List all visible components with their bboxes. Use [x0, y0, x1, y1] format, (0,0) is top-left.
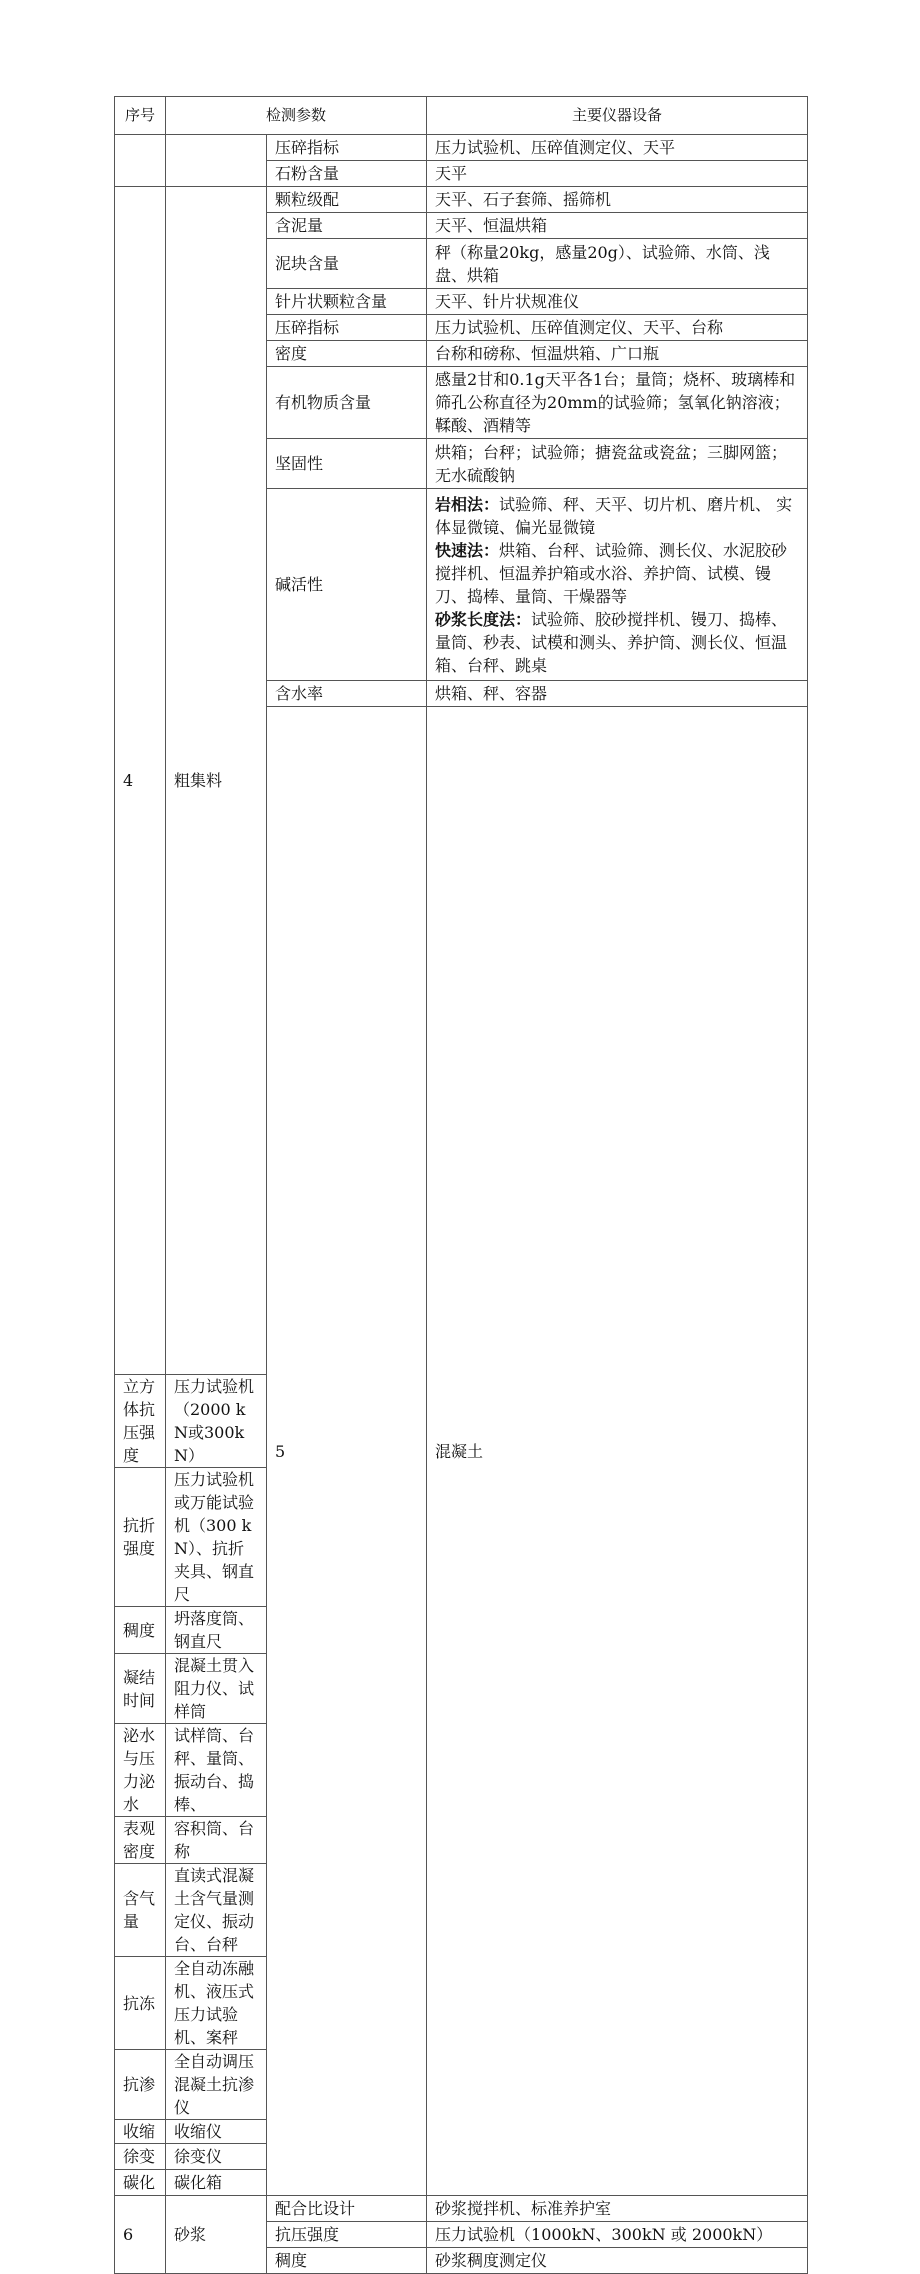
- param-cell: 泌水与压力泌水: [115, 1724, 166, 1817]
- equip-cell: 天平、针片状规准仪: [427, 289, 808, 315]
- method-block: [435, 539, 799, 608]
- category-cell: 混凝土: [427, 707, 808, 2196]
- equip-cell: 压力试验机（1000kN、300kN 或 2000kN）: [427, 2222, 808, 2248]
- equip-cell: 试样筒、台秤、量筒、振动台、捣棒、: [166, 1724, 267, 1817]
- param-cell: 石粉含量: [267, 161, 427, 187]
- param-cell: 针片状颗粒含量: [267, 289, 427, 315]
- equip-cell: 坍落度筒、钢直尺: [166, 1607, 267, 1654]
- no-cell: 4: [115, 187, 166, 1375]
- category-cell: 粗集料: [166, 187, 267, 1375]
- method-block: [435, 493, 799, 539]
- method-block: [435, 608, 799, 677]
- param-cell: 压碎指标: [267, 135, 427, 161]
- param-cell: 含泥量: [267, 213, 427, 239]
- equip-cell: 混凝土贯入阻力仪、试样筒: [166, 1654, 267, 1724]
- equip-cell: 砂浆稠度测定仪: [427, 2248, 808, 2274]
- equip-cell: 全自动调压混凝土抗渗仪: [166, 2050, 267, 2120]
- param-cell: 颗粒级配: [267, 187, 427, 213]
- equip-cell-multi: [427, 489, 808, 681]
- method-label: 快速法：: [435, 540, 500, 560]
- equip-cell: 天平: [427, 161, 808, 187]
- equip-cell: 天平、恒温烘箱: [427, 213, 808, 239]
- no-cell: 6: [115, 2196, 166, 2274]
- table-row: [115, 2196, 808, 2222]
- param-cell: 收缩: [115, 2120, 166, 2144]
- param-cell: 凝结时间: [115, 1654, 166, 1724]
- equip-cell: 直读式混凝土含气量测定仪、振动台、台秤: [166, 1864, 267, 1957]
- param-cell: 含水率: [267, 681, 427, 707]
- equip-cell: 压力试验机、压碎值测定仪、天平: [427, 135, 808, 161]
- method-label: 岩相法：: [435, 494, 500, 514]
- param-cell: 配合比设计: [267, 2196, 427, 2222]
- equip-cell: 烘箱；台秤；试验筛；搪瓷盆或瓷盆；三脚网篮；无水硫酸钠: [427, 439, 808, 489]
- equip-cell: 秤（称量20kg，感量20g）、试验筛、水筒、浅盘、烘箱: [427, 239, 808, 289]
- param-cell: 含气量: [115, 1864, 166, 1957]
- equip-cell: 台称和磅称、恒温烘箱、广口瓶: [427, 341, 808, 367]
- method-text: 试验筛、秤、天平、切片机、磨片机、 实体显微镜、偏光显微镜: [435, 494, 793, 537]
- equip-cell: 烘箱、秤、容器: [427, 681, 808, 707]
- method-text: 试验筛、胶砂搅拌机、镘刀、捣棒、量筒、秒表、试模和测头、养护筒、测长仪、恒温箱、台秤、跳桌: [435, 609, 788, 675]
- no-cell: 5: [267, 707, 427, 2196]
- param-cell: 密度: [267, 341, 427, 367]
- header-equip: 主要仪器设备: [427, 97, 808, 135]
- equip-cell: 全自动冻融机、液压式压力试验机、案秤: [166, 1957, 267, 2050]
- param-cell: 徐变: [115, 2144, 166, 2170]
- method-text: 烘箱、台秤、试验筛、测长仪、水泥胶砂搅拌机、恒温养护箱或水浴、养护筒、试模、镘刀、捣棒、量筒、干燥器等: [435, 540, 788, 606]
- no-cell: [115, 135, 166, 187]
- param-cell: 有机物质含量: [267, 367, 427, 439]
- param-cell: 抗折强度: [115, 1468, 166, 1607]
- equip-cell: 压力试验机、压碎值测定仪、天平、台称: [427, 315, 808, 341]
- param-cell: 表观密度: [115, 1817, 166, 1864]
- equip-cell: 碳化箱: [166, 2170, 267, 2196]
- param-cell: 碱活性: [267, 489, 427, 681]
- equip-cell: 感量2甘和0.1g天平各1台；量筒；烧杯、玻璃棒和筛孔公称直径为20mm的试验筛；氢氧化钠溶液；鞣酸、酒精等: [427, 367, 808, 439]
- param-cell: 抗冻: [115, 1957, 166, 2050]
- equip-cell: 压力试验机或万能试验机（300 kN）、抗折夹具、钢直尺: [166, 1468, 267, 1607]
- param-cell: 抗渗: [115, 2050, 166, 2120]
- param-cell: 稠度: [267, 2248, 427, 2274]
- method-label: 砂浆长度法：: [435, 609, 532, 629]
- table-row: [115, 135, 808, 161]
- param-cell: 稠度: [115, 1607, 166, 1654]
- equipment-table: [114, 96, 808, 2274]
- param-cell: 碳化: [115, 2170, 166, 2196]
- equip-cell: 压力试验机（2000 kN或300kN）: [166, 1375, 267, 1468]
- equip-cell: 天平、石子套筛、摇筛机: [427, 187, 808, 213]
- param-cell: 坚固性: [267, 439, 427, 489]
- table-row: [115, 187, 808, 213]
- param-cell: 泥块含量: [267, 239, 427, 289]
- category-cell: [166, 135, 267, 187]
- param-cell: 抗压强度: [267, 2222, 427, 2248]
- header-no: 序号: [115, 97, 166, 135]
- equip-cell: 容积筒、台称: [166, 1817, 267, 1864]
- equip-cell: 徐变仪: [166, 2144, 267, 2170]
- header-param: 检测参数: [166, 97, 427, 135]
- equip-cell: 收缩仪: [166, 2120, 267, 2144]
- param-cell: 立方体抗压强度: [115, 1375, 166, 1468]
- equip-cell: 砂浆搅拌机、标准养护室: [427, 2196, 808, 2222]
- param-cell: 压碎指标: [267, 315, 427, 341]
- header-row: [115, 97, 808, 135]
- category-cell: 砂浆: [166, 2196, 267, 2274]
